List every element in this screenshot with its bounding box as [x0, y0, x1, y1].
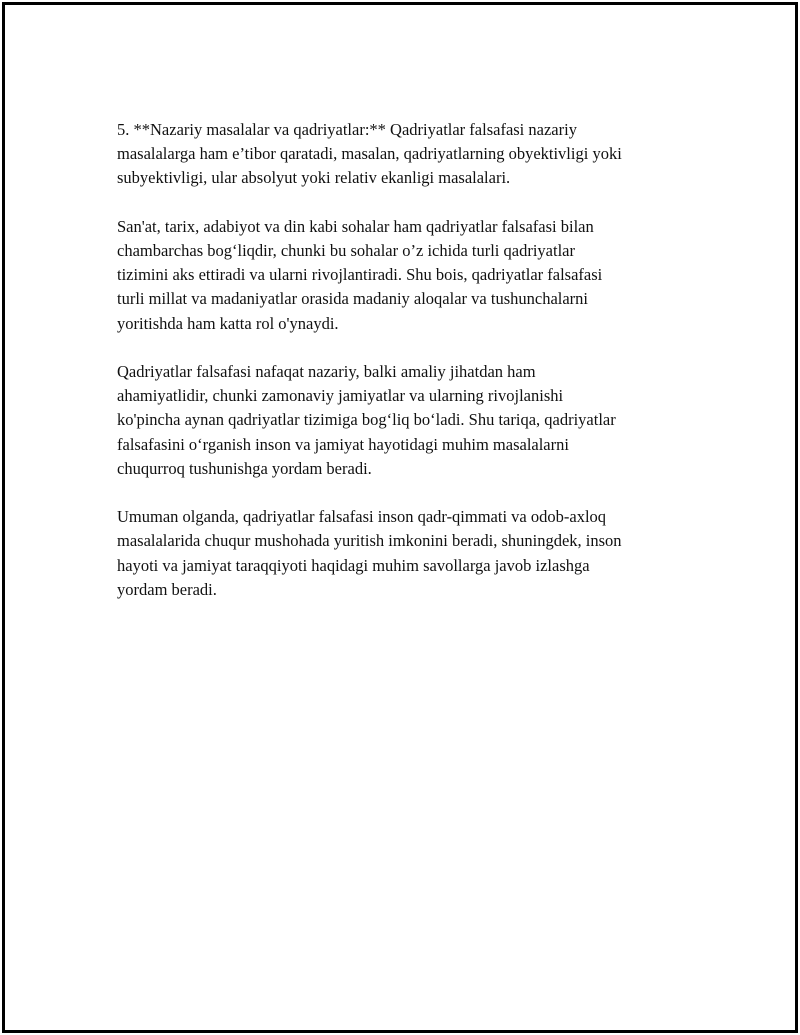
paragraph-practical-importance: Qadriyatlar falsafasi nafaqat nazariy, balki amaliy jihatdan ham ahamiyatlidir, chunki zamonaviy jamiyatlar va ularning rivojlanishi ko'pincha aynan qadriyatlar tizimiga bog‘liq bo‘ladi. Shu tariqa, qadriyatlar falsafasini o‘rganish inson va jamiyat hayotidagi muhim masalalarni chuqurroq tushunishga yordam beradi.: [117, 362, 616, 478]
paragraph-arts-and-culture: San'at, tarix, adabiyot va din kabi sohalar ham qadriyatlar falsafasi bilan chambarchas bog‘liqdir, chunki bu sohalar o’z ichida turli qadriyatlar tizimini aks ettiradi va ularni rivojlantiradi. Shu bois, qadriyatlar falsafasi turli millat va madaniyatlar orasida madaniy aloqalar va tushunchalarni yoritishda ham katta rol o'ynaydi.: [117, 216, 603, 333]
document-body: [117, 118, 697, 602]
paragraph-theoretical-issues: 5. **Nazariy masalalar va qadriyatlar:** Qadriyatlar falsafasi nazariy masalalarga ham e’tibor qaratadi, masalan, qadriyatlarning obyektivligi yoki subyektivligi, ular absolyut yoki relativ ekanligi masalalari.: [117, 120, 622, 188]
paragraph-conclusion: Umuman olganda, qadriyatlar falsafasi inson qadr-qimmati va odob-axloq masalalarida chuqur mushohada yuritish imkonini beradi, shuningdek, inson hayoti va jamiyat taraqqiyoti haqidagi muhim savollarga javob izlashga yordam beradi.: [117, 507, 622, 599]
